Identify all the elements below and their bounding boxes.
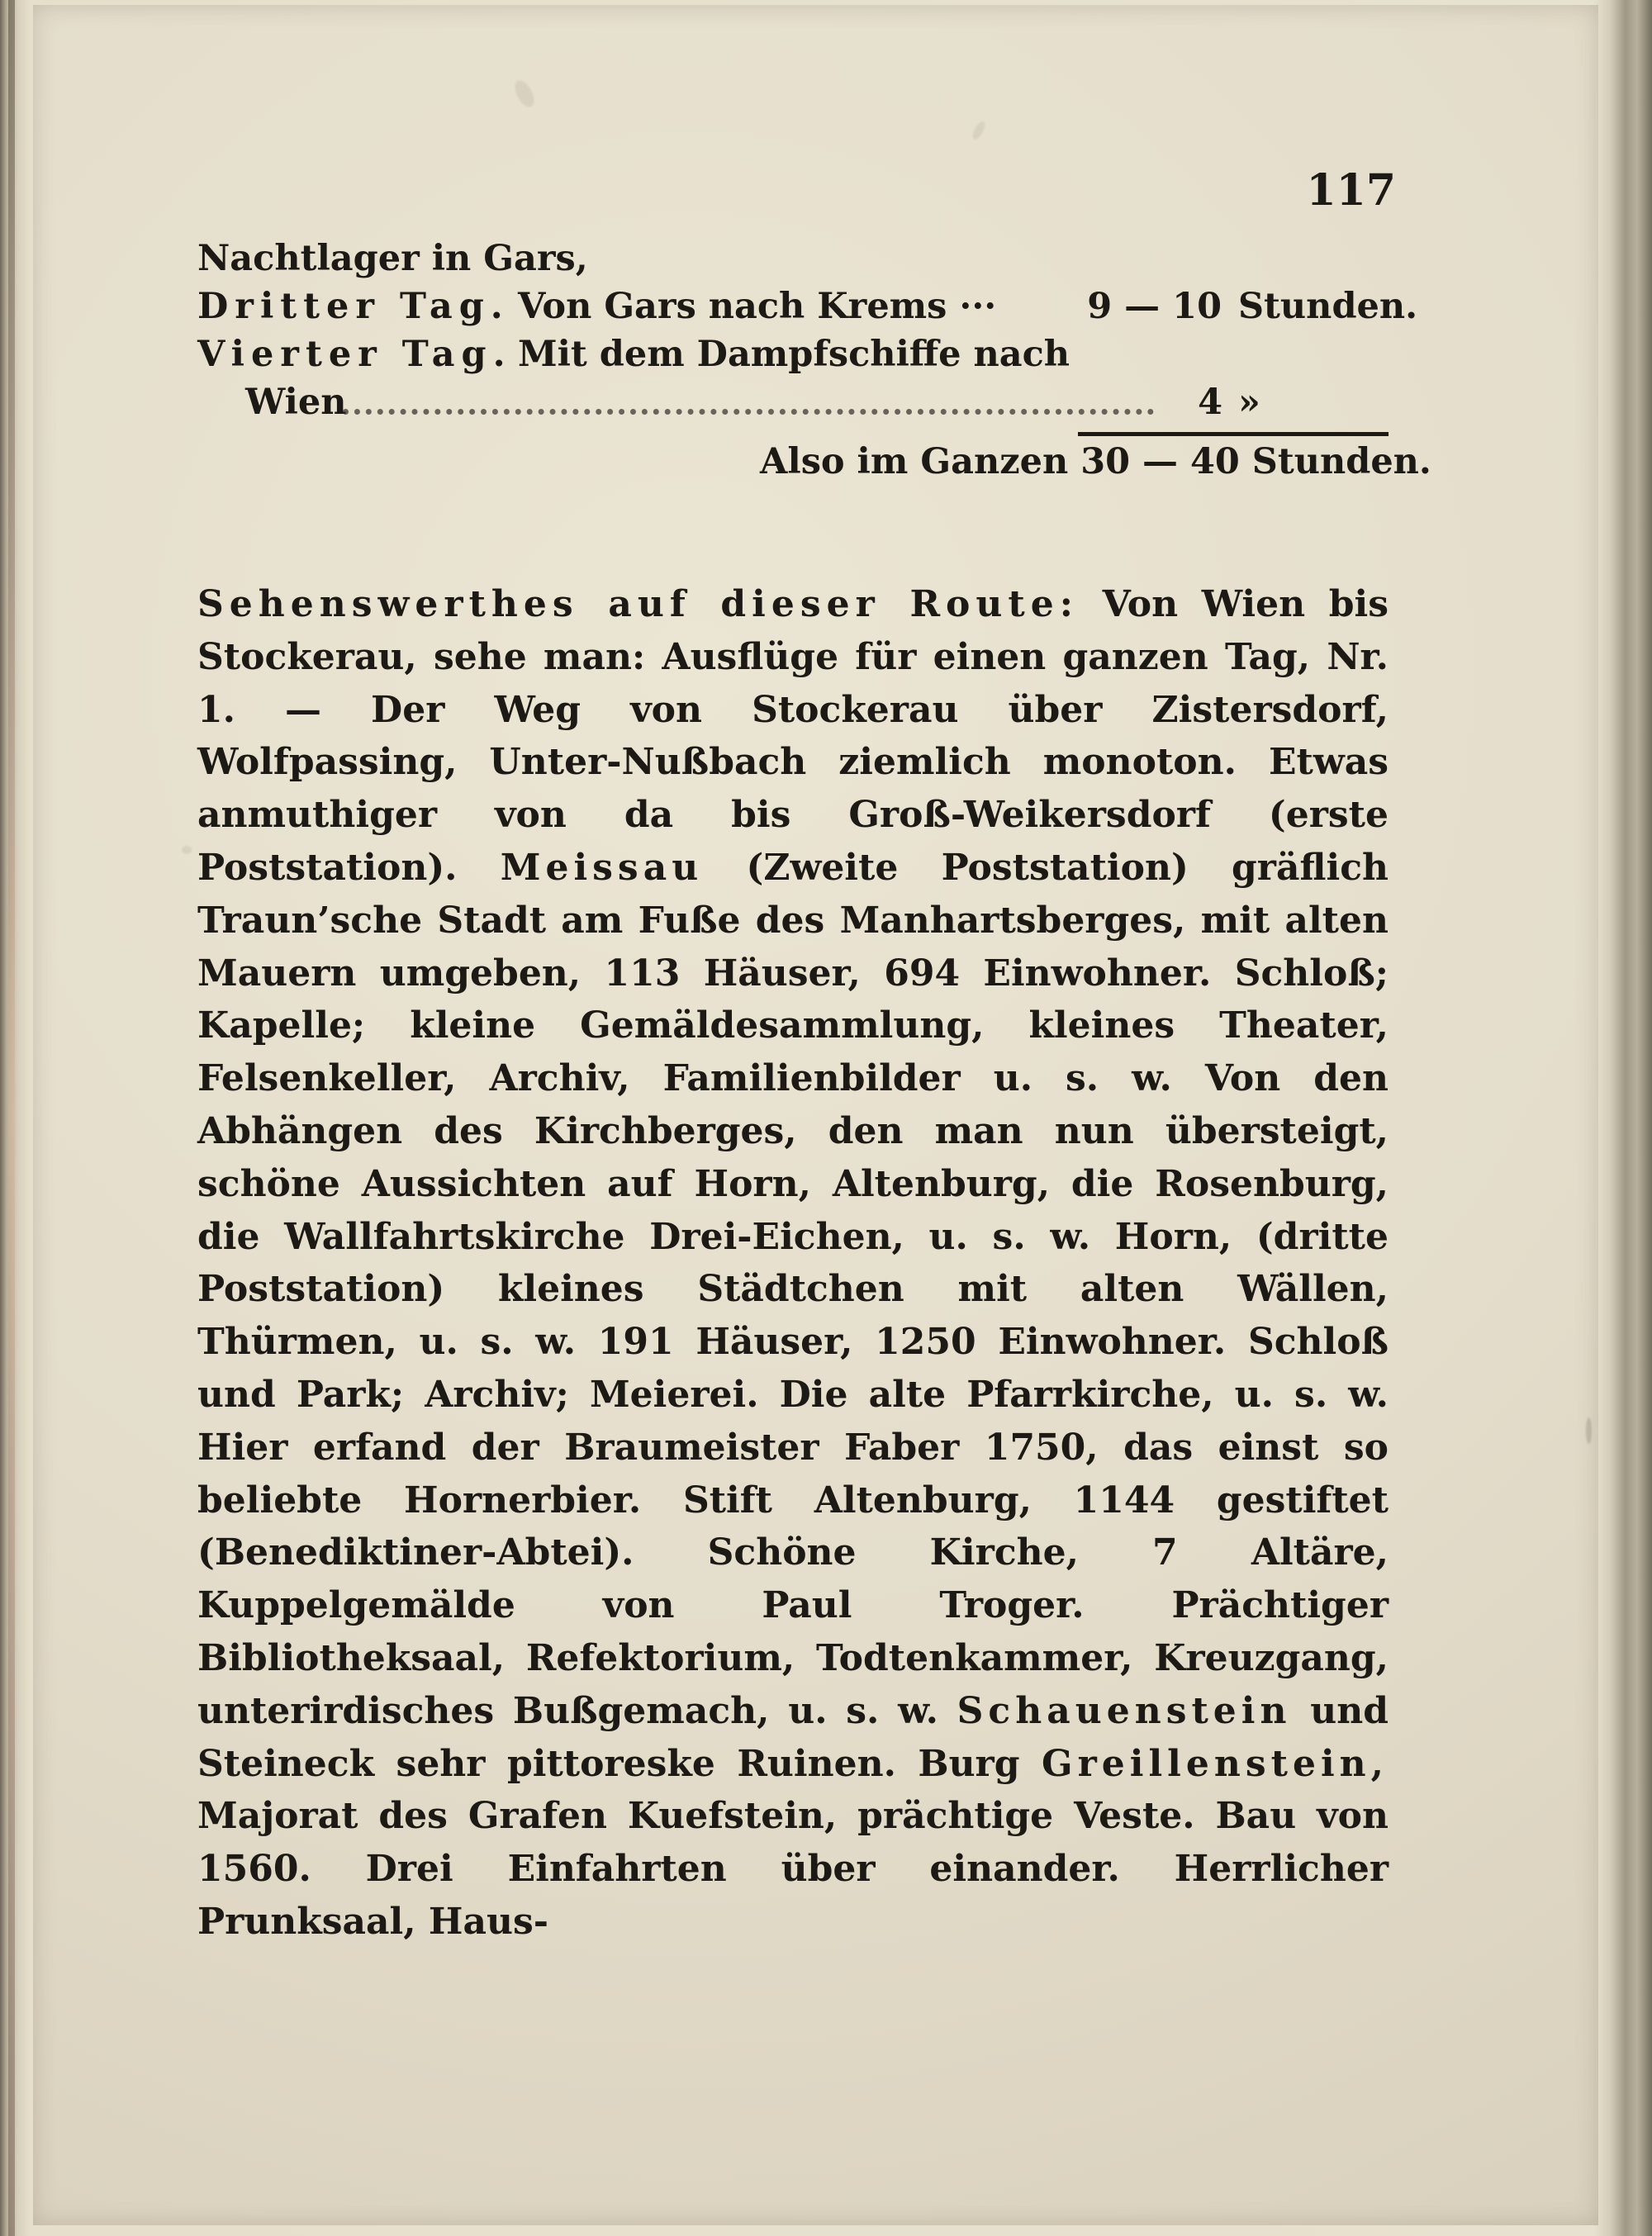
page-number: 117: [1306, 165, 1396, 216]
route-sights-paragraph: [197, 578, 1389, 1949]
route-schedule: [197, 238, 1418, 431]
route-row: [197, 383, 1387, 431]
place-name: Schauenstein: [957, 1689, 1292, 1732]
route-row: [197, 286, 1418, 335]
book-page: [33, 5, 1598, 2225]
place-name: Meissau: [500, 846, 704, 889]
body-text-segment: Majorat des Grafen Kuefstein, prächtige Veste. Bau von 1560. Drei Einfahrten über einander. Herrlicher Prunksaal, Haus-: [197, 1795, 1389, 1943]
route-row-label: Nachtlager in Gars,: [197, 238, 588, 279]
route-duration-unit: »: [1238, 382, 1260, 423]
paper-spot: [182, 846, 192, 854]
route-row: [197, 335, 1387, 383]
route-day-label: Dritter Tag.: [197, 286, 510, 327]
paper-spot: [971, 120, 987, 141]
page-edge-mark: [1586, 1417, 1592, 1444]
route-destination: Von Gars nach Krems ···: [518, 286, 997, 327]
route-day-label: Vierter Tag.: [197, 334, 512, 375]
page-binding-edge: [8, 0, 15, 2236]
dot-leader: [343, 409, 1154, 415]
paper-spot: [511, 78, 538, 110]
route-duration-unit: Stunden.: [1238, 286, 1418, 327]
route-duration: 4: [1198, 382, 1222, 423]
route-total: Also im Ganzen 30 — 40 Stunden.: [760, 441, 1431, 482]
route-duration: 9 — 10: [1087, 286, 1222, 327]
body-text-segment: Von Wien bis Stockerau, sehe man: Ausflüge für einen ganzen Tag, Nr. 1. — Der Weg von Stockerau über Zistersdorf, Wolfpassing, Unter-Nußbach ziemlich monoton. Etwas anmuthiger von da bis Groß-Weikersdorf (erste Poststation).: [197, 583, 1389, 889]
route-row: [197, 240, 1387, 287]
place-name: Greillenstein,: [1042, 1742, 1389, 1785]
route-destination: Wien: [245, 382, 347, 423]
body-text-segment: und Steineck sehr pittoreske Ruinen. Burg: [197, 1689, 1389, 1785]
section-heading: Sehenswerthes auf dieser Route:: [197, 583, 1079, 625]
body-text-segment: (Zweite Poststation) gräflich Traun’sche Stadt am Fuße des Manhartsberges, mit alten Mauern umgeben, 113 Häuser, 694 Einwohner. Schloß; Kapelle; kleine Gemäldesammlung, kleines Theater, Felsenkeller, Archiv, Familienbilder u. s. w. Von den Abhängen des Kirchberges, den man nun übersteigt, schöne Aussichten auf Horn, Altenburg, die Rosenburg, die Wallfahrtskirche Drei-Eichen, u. s. w. Horn, (dritte Poststation) kleines Städtchen mit alten Wällen, Thürmen, u. s. w. 191 Häuser, 1250 Einwohner. Schloß und Park; Archiv; Meierei. Die alte Pfarrkirche, u. s. w. Hier erfand der Braumeister Faber 1750, das einst so beliebte Hornerbier. Stift Altenburg, 1144 gestiftet (Benediktiner-Abtei). Schöne Kirche, 7 Altäre, Kuppelgemälde von Paul Troger. Prächtiger Bibliotheksaal, Refektorium, Todtenkammer, Kreuzgang, unterirdisches Bußgemach, u. s. w.: [197, 846, 1389, 1732]
total-rule: [1078, 432, 1389, 436]
route-destination: Mit dem Dampfschiffe nach: [518, 334, 1070, 375]
